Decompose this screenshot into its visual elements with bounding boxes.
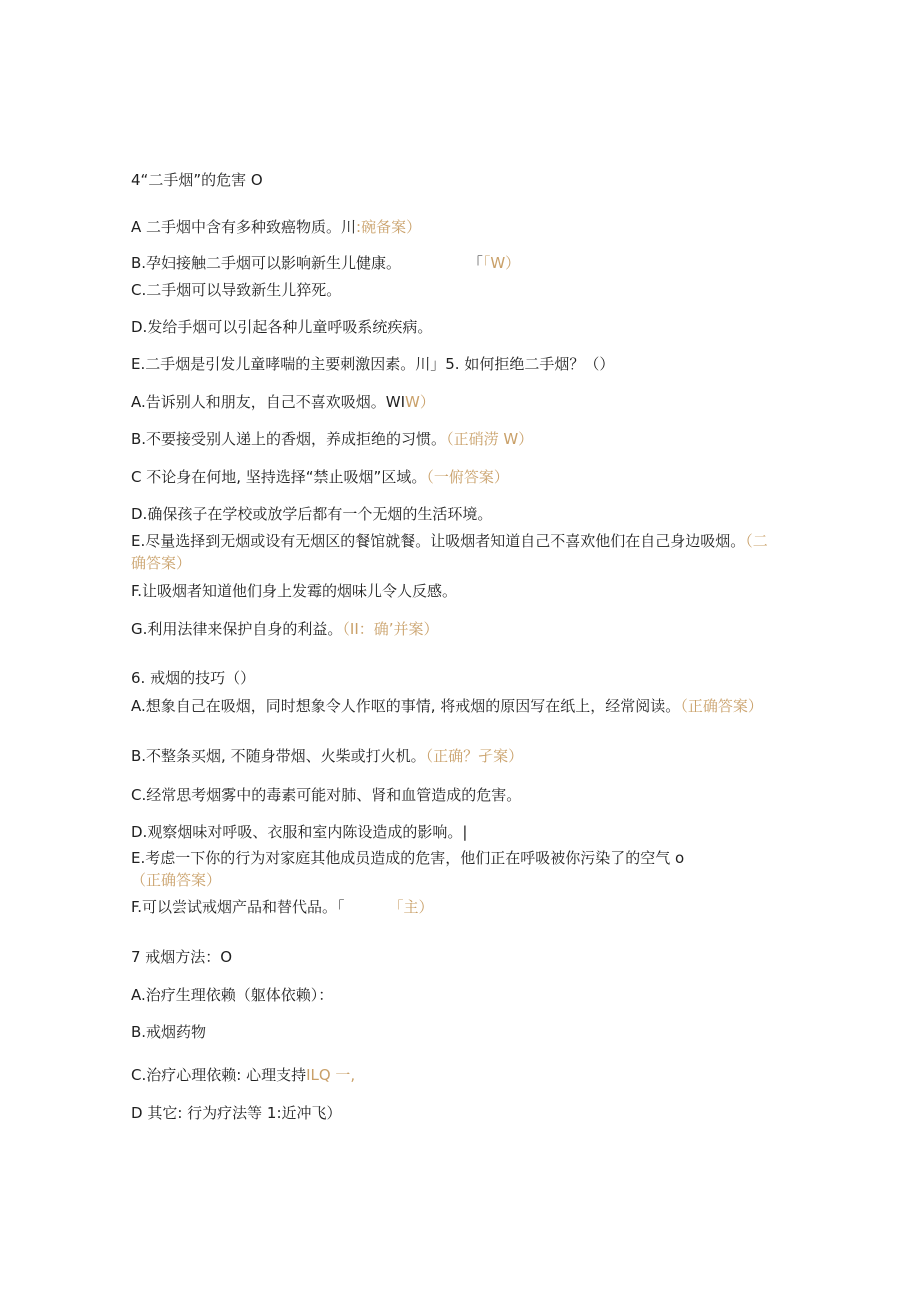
answer-mark: （一俯答案） xyxy=(426,468,509,486)
answer-mark: 「W） xyxy=(482,254,521,272)
option-5g xyxy=(131,618,770,640)
question-4-title xyxy=(131,169,770,191)
answer-mark: W） xyxy=(405,393,435,411)
option-text: C.治疗心理依赖: 心理支持 xyxy=(131,1066,307,1084)
option-7a xyxy=(131,984,770,1006)
question-text: 6. 戒烟的技巧（） xyxy=(131,669,256,687)
answer-mark: （正确答案） xyxy=(131,871,222,889)
option-text: A 二手烟中含有多种致癌物质。川 xyxy=(131,218,357,236)
option-text: C 不论身在何地, 坚持选择“禁止吸烟”区域。 xyxy=(131,468,427,486)
question-text: 4“二手烟”的危害 O xyxy=(131,171,263,189)
option-4e-and-question-5 xyxy=(131,353,770,375)
answer-mark: :碗备案） xyxy=(356,218,422,236)
option-text: E.二手烟是引发儿童哮喘的主要刺激因素。川」5. 如何拒绝二手烟？（） xyxy=(131,355,615,373)
option-5c xyxy=(131,466,770,488)
option-5a xyxy=(131,391,770,413)
option-4b xyxy=(131,252,770,274)
option-7b xyxy=(131,1021,770,1043)
option-text: A.治疗生理依赖（躯体依赖）： xyxy=(131,986,334,1004)
answer-mark: （正确答案） xyxy=(680,697,763,715)
answer-mark: （II：确’并案） xyxy=(342,620,439,638)
option-text: B.不要接受别人递上的香烟，养成拒绝的习惯。 xyxy=(131,430,447,448)
option-4a xyxy=(131,216,770,238)
option-text: G.利用法律来保护自身的利益。 xyxy=(131,620,343,638)
option-6d xyxy=(131,821,770,843)
answer-mark: （正硝涝 W） xyxy=(446,430,534,448)
answer-mark: 「主） xyxy=(388,898,434,916)
option-6f xyxy=(131,896,770,918)
option-text: C.经常思考烟雾中的毒素可能对肺、肾和血管造成的危害。 xyxy=(131,786,522,804)
option-text: F.可以尝试戒烟产品和替代品。「 xyxy=(131,898,345,916)
question-text: 7 戒烟方法：O xyxy=(131,948,233,966)
option-6b xyxy=(131,745,770,767)
answer-mark: （二确答案） xyxy=(131,532,768,572)
option-6e xyxy=(131,847,770,891)
option-5e xyxy=(131,530,770,574)
option-4d xyxy=(131,316,770,338)
option-5f xyxy=(131,580,770,602)
option-5b xyxy=(131,428,770,450)
option-text: D.确保孩子在学校或放学后都有一个无烟的生活环境。 xyxy=(131,505,493,523)
option-text: D 其它: 行为疗法等 1:近冲飞） xyxy=(131,1104,342,1122)
option-text: F.让吸烟者知道他们身上发霉的烟味儿令人反感。 xyxy=(131,582,457,600)
option-text: C.二手烟可以导致新生儿猝死。 xyxy=(131,281,342,299)
option-4c xyxy=(131,279,770,301)
option-text: A.告诉别人和朋友，自己不喜欢吸烟。WI xyxy=(131,393,406,411)
option-text: B.戒烟药物 xyxy=(131,1023,207,1041)
option-text: A.想象自己在吸烟，同时想象令人作呕的事情, 将戒烟的原因写在纸上，经常阅读。 xyxy=(131,697,681,715)
option-text: B.不整条买烟, 不随身带烟、火柴或打火机。 xyxy=(131,747,426,765)
option-7c xyxy=(131,1064,770,1086)
option-text: E.考虑一下你的行为对家庭其他成员造成的危害，他们正在呼吸被你污染了的空气 o xyxy=(131,849,685,867)
option-7d xyxy=(131,1102,770,1124)
option-5d xyxy=(131,503,770,525)
option-text: B.孕妇接触二手烟可以影响新生儿健康。 「 xyxy=(131,254,483,272)
question-6-title xyxy=(131,667,770,689)
option-text: E.尽量选择到无烟或设有无烟区的餐馆就餐。让吸烟者知道自己不喜欢他们在自己身边吸烟。 xyxy=(131,532,746,550)
question-7-title xyxy=(131,946,770,968)
answer-mark: （正确？孑案） xyxy=(425,747,524,765)
option-text: D.发给手烟可以引起各种儿童呼吸系统疾病。 xyxy=(131,318,433,336)
answer-mark: ILQ 一, xyxy=(306,1066,356,1084)
option-6c xyxy=(131,784,770,806)
option-text: D.观察烟味对呼吸、衣服和室内陈设造成的影响。| xyxy=(131,823,468,841)
option-6a xyxy=(131,695,770,717)
